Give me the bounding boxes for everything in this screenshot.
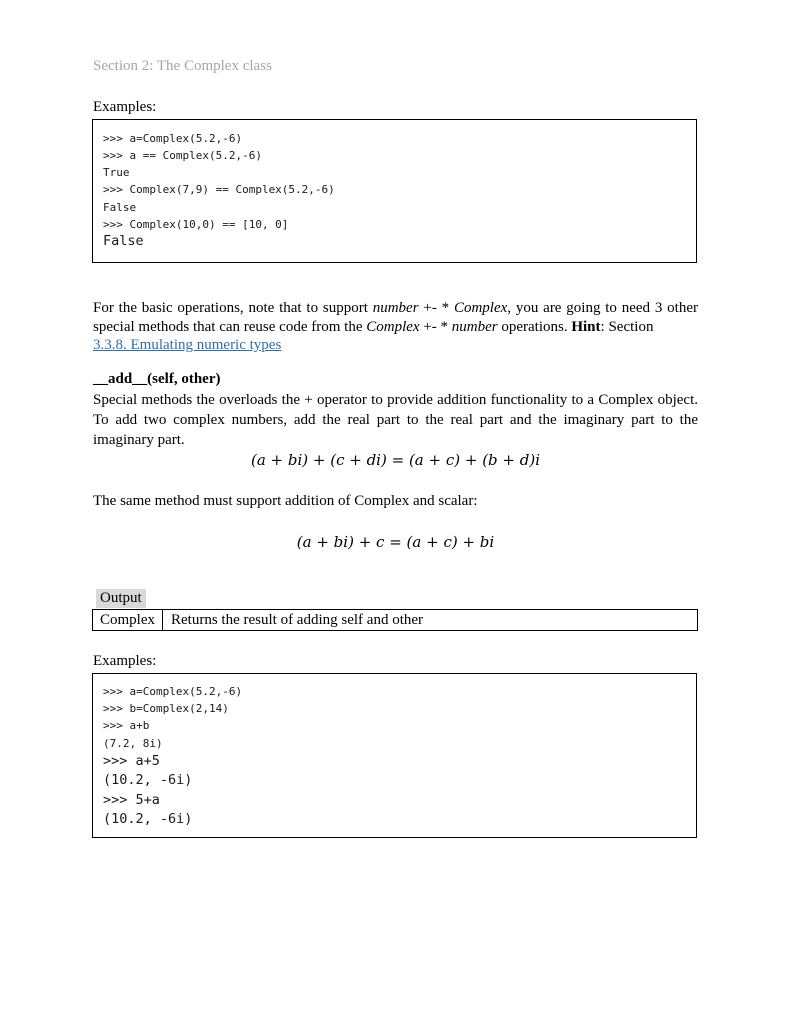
examples-label: Examples: [93,99,157,115]
code-line: >>> Complex(10,0) == [10, 0] [103,218,289,231]
code-line: >>> a=Complex(5.2,-6) [103,132,243,145]
intro-text: +- * [419,318,452,335]
code-line: (10.2, -6i) [103,772,193,788]
intro-paragraph [93,299,698,355]
intro-emph: number [451,318,498,335]
scalar-note: The same method must support addition of Complex and scalar: [93,493,478,509]
code-line: >>> a+b [103,719,150,732]
hint-label: Hint [571,318,601,335]
code-example-equality [92,119,697,263]
intro-emph: Complex [366,318,420,335]
code-line: >>> b=Complex(2,14) [103,702,229,715]
output-label: Output [96,589,146,608]
intro-text: +- * [418,300,454,316]
output-description: Returns the result of adding self and other [171,612,424,628]
output-table [92,609,698,631]
code-line: >>> Complex(7,9) == Complex(5.2,-6) [103,183,335,196]
output-type: Complex [93,610,163,630]
code-line: >>> a == Complex(5.2,-6) [103,149,262,162]
equation-complex-add: (a + bi) + (c + di) = (a + c) + (b + d)i [250,451,541,469]
equation-scalar-add: (a + bi) + c = (a + c) + bi [296,533,495,551]
method-signature: __add__(self, other) [93,371,221,387]
numeric-types-link[interactable]: 3.3.8. Emulating numeric types [93,337,282,353]
code-line: >>> 5+a [103,792,160,808]
code-example-add [92,673,697,838]
section-header: Section 2: The Complex class [93,58,272,74]
code-line: False [103,201,137,214]
method-description: Special methods the overloads the + operator to provide addition functionality to a Complex object. To add two complex numbers, add the real part to the real part and the imaginary part to the imaginary part. [93,392,698,448]
intro-emph: Complex [453,300,508,316]
code-line: (10.2, -6i) [103,811,193,827]
intro-text: For the basic operations, note that to support [93,300,373,316]
intro-text: operations. [497,318,572,335]
intro-text: : Section [600,318,654,335]
intro-emph: number [372,300,419,316]
code-line: (7.2, 8i) [103,737,163,750]
code-line: False [103,233,144,249]
examples-label: Examples: [93,653,157,669]
code-line: >>> a+5 [103,753,160,769]
code-line: >>> a=Complex(5.2,-6) [103,685,243,698]
intro-text: , you are going to need 3 other special methods that can reuse code from the [93,300,699,335]
code-line: True [103,166,130,179]
